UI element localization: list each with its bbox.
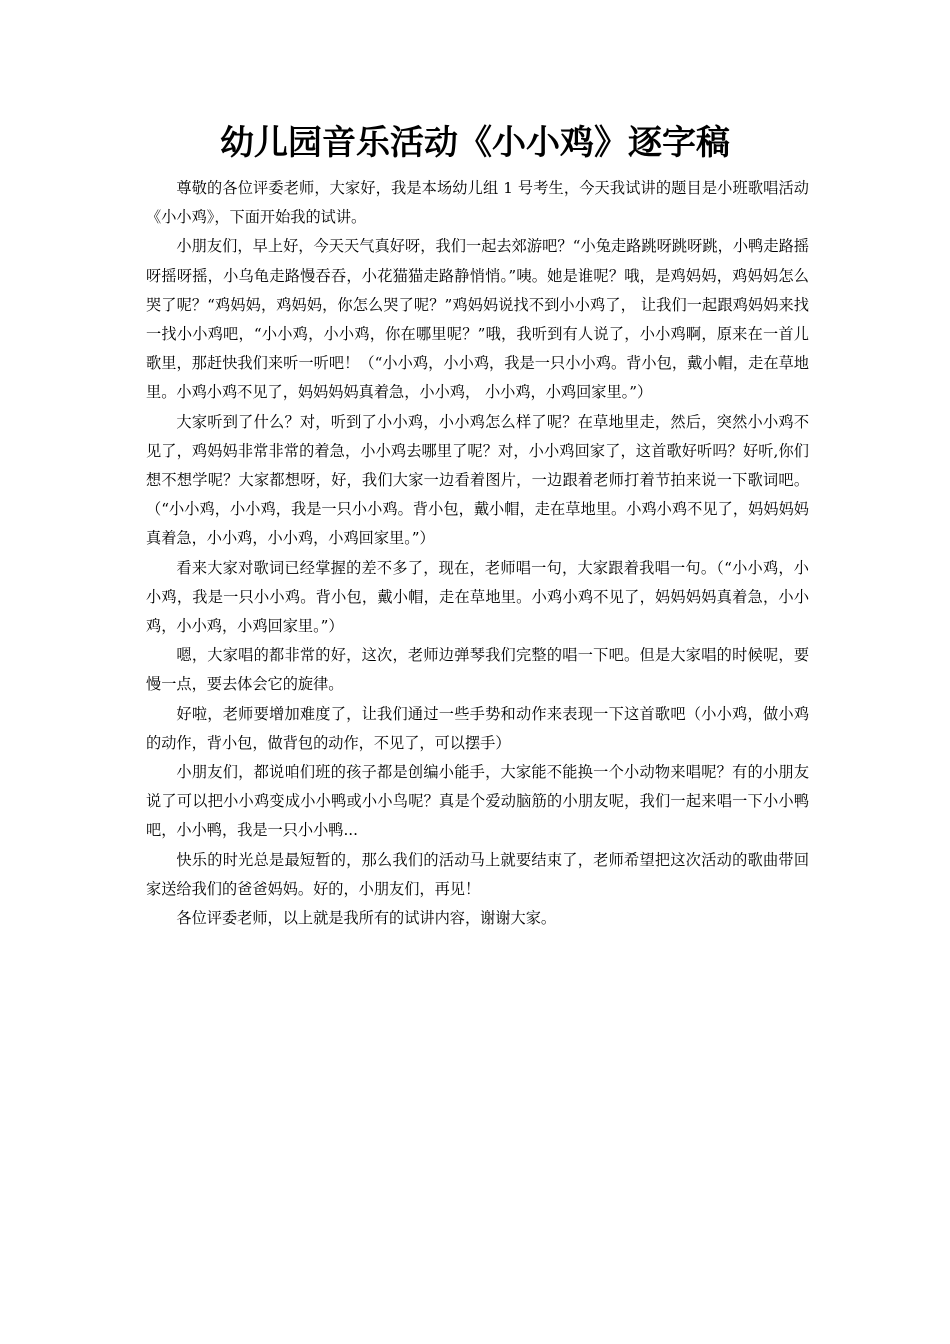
paragraph-actions: 好啦，老师要增加难度了，让我们通过一些手势和动作来表现一下这首歌吧（小小鸡，做小鸡的动作，背小包，做背包的动作，不见了，可以摆手） xyxy=(146,704,809,752)
paragraph-create: 小朋友们，都说咱们班的孩子都是创编小能手，大家能不能换一个小动物来唱呢？有的小朋友说了可以把小小鸡变成小小鸭或小小鸟呢？真是个爱动脑筋的小朋友呢，我们一起来唱一下小小鸭吧，小小鸭，我是一只小小鸭... xyxy=(146,763,809,840)
paragraph-ending: 快乐的时光总是最短暂的，那么我们的活动马上就要结束了，老师希望把这次活动的歌曲带回家送给我们的爸爸妈妈。好的，小朋友们，再见！ xyxy=(146,850,809,898)
paragraph-intro: 尊敬的各位评委老师，大家好，我是本场幼儿组 1 号考生，今天我试讲的题目是小班歌唱活动《小小鸡》，下面开始我的试讲。 xyxy=(146,179,809,227)
document-body xyxy=(146,174,809,933)
paragraph-story: 小朋友们，早上好，今天天气真好呀，我们一起去郊游吧？“小兔走路跳呀跳呀跳，小鸭走路摇呀摇呀摇，小乌龟走路慢吞吞，小花猫猫走路静悄悄。”咦。她是谁呢？哦，是鸡妈妈，鸡妈妈怎么哭了呢？“鸡妈妈，鸡妈妈，你怎么哭了呢？”鸡妈妈说找不到小小鸡了， 让我们一起跟鸡妈妈来找一找小小鸡吧，“小小鸡，小小鸡，你在哪里呢？”哦，我听到有人说了，小小鸡啊，原来在一首儿歌里，那赶快我们来听一听吧！（“小小鸡，小小鸡，我是一只小小鸡。背小包，戴小帽，走在草地里。小鸡小鸡不见了，妈妈妈妈真着急，小小鸡， 小小鸡，小鸡回家里。”） xyxy=(146,237,809,402)
paragraph-listen: 大家听到了什么？对，听到了小小鸡，小小鸡怎么样了呢？在草地里走，然后，突然小小鸡不见了，鸡妈妈非常非常的着急，小小鸡去哪里了呢？对，小小鸡回家了，这首歌好听吗？好听,你们想不想学呢？大家都想呀，好，我们大家一边看着图片，一边跟着老师打着节拍来说一下歌词吧。（“小小鸡，小小鸡，我是一只小小鸡。背小包，戴小帽，走在草地里。小鸡小鸡不见了，妈妈妈妈真着急，小小鸡，小小鸡，小鸡回家里。”） xyxy=(146,412,809,548)
paragraph-piano: 嗯，大家唱的都非常的好，这次，老师边弹琴我们完整的唱一下吧。但是大家唱的时候呢，要慢一点，要去体会它的旋律。 xyxy=(146,646,809,694)
document-title: 幼儿园音乐活动《小小鸡》逐字稿 xyxy=(220,123,730,163)
paragraph-sing-along: 看来大家对歌词已经掌握的差不多了，现在，老师唱一句，大家跟着我唱一句。（“小小鸡，小小鸡，我是一只小小鸡。背小包，戴小帽，走在草地里。小鸡小鸡不见了，妈妈妈妈真着急，小小鸡，小小鸡，小鸡回家里。”） xyxy=(146,558,809,636)
paragraph-thanks: 各位评委老师，以上就是我所有的试讲内容，谢谢大家。 xyxy=(176,909,557,928)
